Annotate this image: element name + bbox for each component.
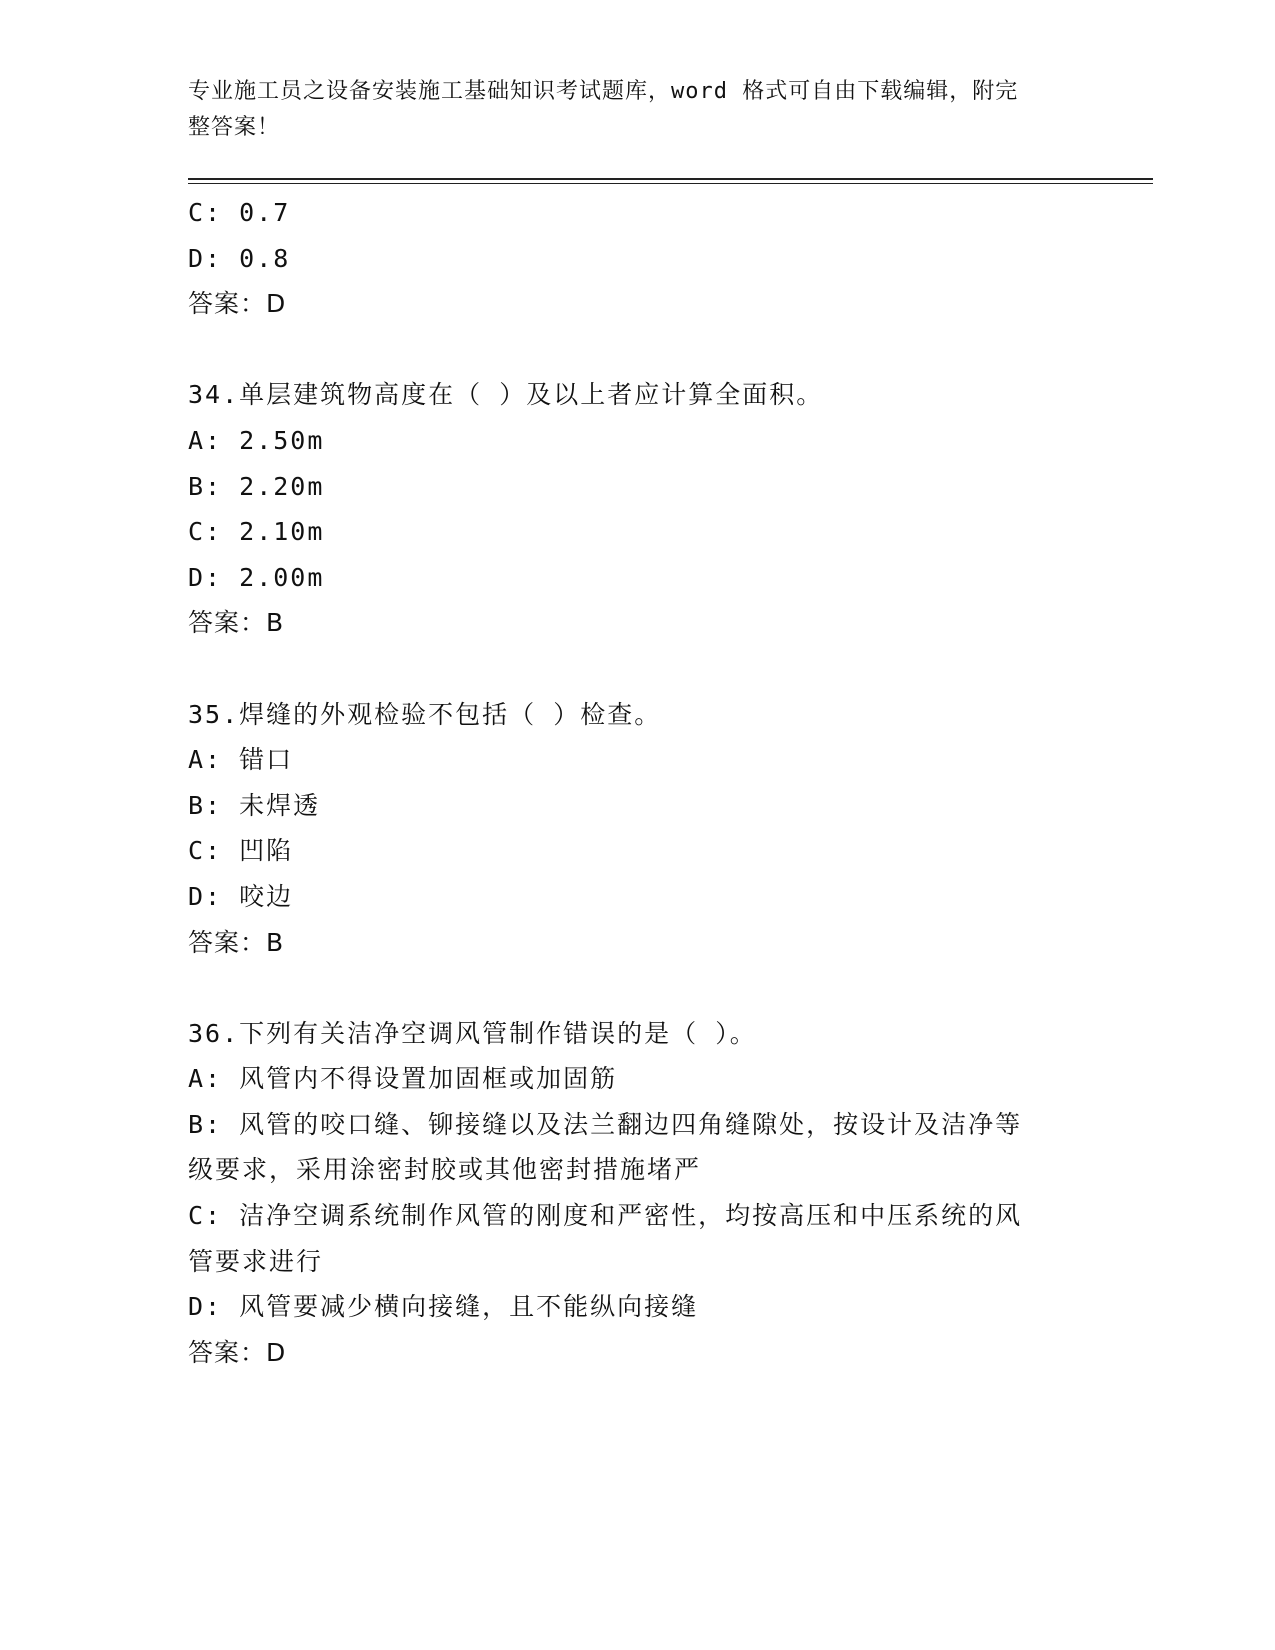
option-line: C: 凹陷	[188, 836, 294, 866]
document-body	[188, 190, 1088, 1375]
option-line: C: 2.10m	[188, 517, 325, 547]
option-line: C: 洁净空调系统制作风管的刚度和严密性，均按高压和中压系统的风	[188, 1201, 1023, 1231]
option-line: A: 2.50m	[188, 425, 325, 455]
header-divider-thin	[188, 183, 1153, 184]
document-header	[188, 74, 1068, 146]
spacer	[188, 327, 1088, 373]
question-34	[188, 372, 1088, 646]
option-line: D: 咬边	[188, 881, 294, 911]
header-line-1: 专业施工员之设备安装施工基础知识考试题库，word 格式可自由下载编辑，附完	[188, 79, 1019, 104]
option-line: C: 0.7	[188, 198, 291, 227]
option-line: B: 2.20m	[188, 471, 325, 501]
spacer	[188, 646, 1088, 692]
answer-line: 答案：D	[188, 289, 287, 319]
question-36	[188, 1011, 1088, 1376]
question-33-tail	[188, 190, 1088, 327]
option-line: D: 0.8	[188, 243, 291, 273]
header-line-2: 整答案！	[188, 115, 281, 140]
option-line: A: 错口	[188, 745, 294, 775]
option-line: D: 风管要减少横向接缝，且不能纵向接缝	[188, 1292, 699, 1322]
answer-line: 答案：B	[188, 927, 285, 957]
option-line: B: 未焊透	[188, 790, 321, 820]
option-line: D: 2.00m	[188, 562, 325, 592]
spacer	[188, 965, 1088, 1011]
question-stem: 35.焊缝的外观检验不包括（ ）检查。	[188, 699, 662, 729]
option-line-continued: 级要求，采用涂密封胶或其他密封措施堵严	[188, 1155, 702, 1185]
option-line: B: 风管的咬口缝、铆接缝以及法兰翻边四角缝隙处，按设计及洁净等	[188, 1109, 1023, 1139]
question-stem: 34.单层建筑物高度在（ ）及以上者应计算全面积。	[188, 380, 824, 410]
question-35	[188, 692, 1088, 966]
answer-line: 答案：D	[188, 1337, 287, 1367]
answer-line: 答案：B	[188, 608, 285, 638]
option-line-continued: 管要求进行	[188, 1246, 324, 1276]
question-stem: 36.下列有关洁净空调风管制作错误的是（ ）。	[188, 1018, 757, 1048]
option-line: A: 风管内不得设置加固框或加固筋	[188, 1064, 618, 1094]
header-divider-thick	[188, 178, 1153, 180]
